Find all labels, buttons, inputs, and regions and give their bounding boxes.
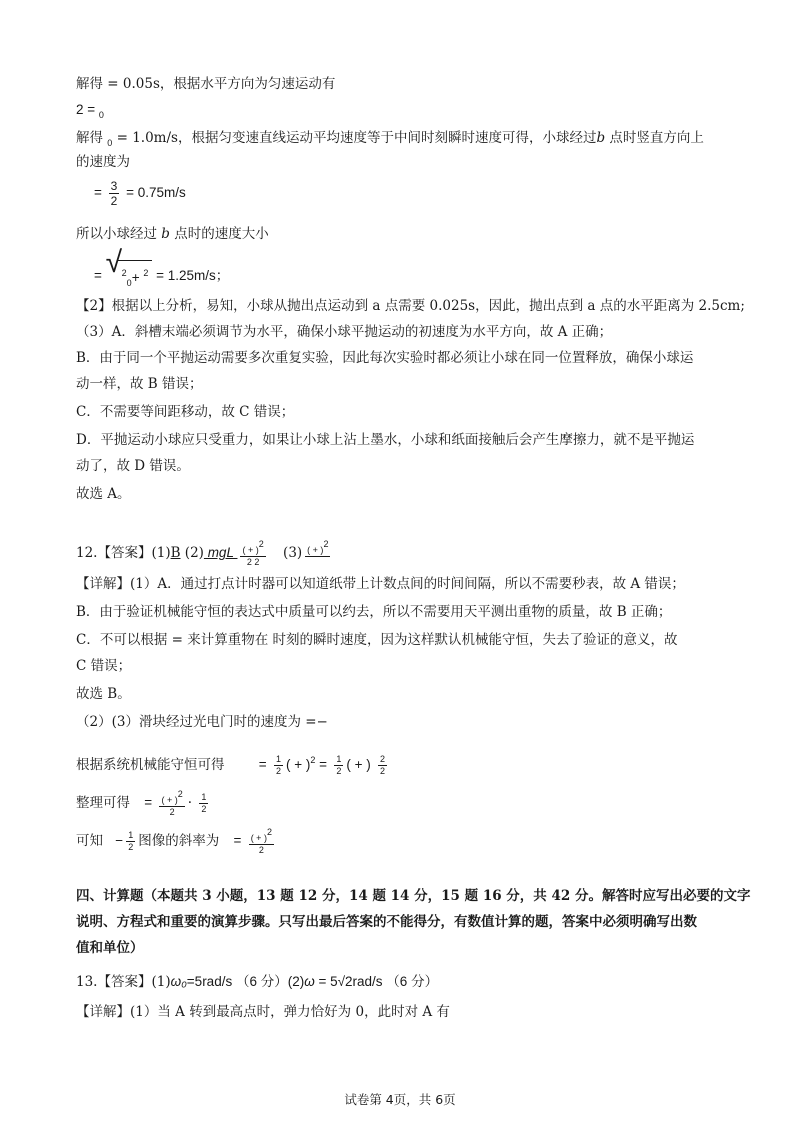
formula-vy: = $\frac{3}{2}$ = 0.75m/s [94, 179, 186, 208]
answer-12: 12.【答案】(1)B (2) mgL $\frac{( + )2}{2 2}$ (3) ( + )2 [76, 539, 329, 567]
fraction: $\frac{1}{2}$ [201, 792, 207, 814]
answer-13: 13.【答案】(1)ω₀=5rad/s （6 分）(2)ω = 5√2rad/s （6 分） [76, 974, 439, 990]
line-solve-t: 解得 = 0.05s，根据水平方向为匀速运动有 [76, 76, 336, 92]
line-velocity-label: 的速度为 [76, 154, 130, 170]
fraction: $\frac{1}{2}$ [336, 754, 342, 776]
fraction: $\frac{1}{2}$ [275, 754, 281, 776]
line-option-a: （3）A．斜槽末端必须调节为水平，确保小球平抛运动的初速度为水平方向，故 A 正确； [76, 324, 613, 340]
fraction: $\frac{1}{2}$ [128, 830, 134, 852]
fraction: $\frac{( + )2}{2}$ [250, 827, 272, 855]
formula-vb: = √ $^2_0$+ $^2$ = 1.25m/s； [94, 260, 229, 293]
line-option-b-cont: 动一样，故 B 错误； [76, 376, 203, 392]
section-heading-end: 值和单位） [76, 940, 144, 956]
fraction: $\frac{2}{2}$ [380, 754, 386, 776]
line-12-b: B．由于验证机械能守恒的表达式中质量可以约去，所以不需要用天平测出重物的质量，故 B 正确； [76, 604, 672, 620]
line-part2: 【2】根据以上分析，易知，小球从抛出点运动到 a 点需要 0.025s，因此，抛出点到 a 点的水平距离为 2.5cm; [76, 298, 745, 314]
line-energy-conservation: 根据系统机械能守恒可得 = $\frac{1}{2}$ ( + )$^2$ = $\frac{1}{2}$ ( + ) $\frac{2}{2}$ [76, 754, 386, 776]
line-equation-x: 2 = $_0$ [76, 102, 104, 120]
fraction: $\frac{3}{2}$ [110, 179, 118, 208]
line-solve-v0: 解得 $_0$ = 1.0m/s，根据匀变速直线运动平均速度等于中间时刻瞬时速度可得，小球经过b 点时竖直方向上 [76, 130, 704, 148]
line-slope: 可知 − $\frac{1}{2}$ 图像的斜率为 = $\frac{( + )2}{2}$ [76, 827, 272, 855]
line-option-c: C．不需要等间距移动，故 C 错误； [76, 404, 295, 420]
section-heading-cont: 说明、方程式和重要的演算步骤。只写出最后答案的不能得分，有数值计算的题，答案中必须明确写出数 [76, 914, 697, 930]
line-choose-b: 故选 B。 [76, 686, 131, 702]
fraction: ( + )2 [307, 539, 329, 555]
line-detail-12: 【详解】(1）A．通过打点计时器可以知道纸带上计数点间的时间间隔，所以不需要秒表，故 A 错误； [76, 576, 685, 592]
page-footer: 试卷第 4页，共 6页 [344, 1092, 456, 1107]
line-so-velocity: 所以小球经过 b 点时的速度大小 [76, 226, 269, 242]
line-option-d-cont: 动了，故 D 错误。 [76, 458, 190, 474]
fraction: $\frac{( + )2}{2 2}$ [242, 539, 264, 567]
sqrt-symbol: √ $^2_0$+ $^2$ [106, 260, 153, 293]
line-12-c: C．不可以根据 = 来计算重物在 时刻的瞬时速度，因为这样默认机械能守恒，失去了验证的意义，故 [76, 632, 678, 648]
line-slider-speed: （2）(3）滑块经过光电门时的速度为 =− [76, 714, 328, 730]
section-heading: 四、计算题（本题共 3 小题，13 题 12 分，14 题 14 分，15 题 16 分，共 42 分。解答时应写出必要的文字 [76, 888, 751, 904]
line-option-d: D．平抛运动小球应只受重力，如果让小球上沾上墨水，小球和纸面接触后会产生摩擦力，就不是平抛运 [76, 432, 695, 448]
line-12-c-cont: C 错误； [76, 658, 132, 674]
fraction: $\frac{( + )2}{2}$ [161, 789, 183, 817]
line-option-b: B．由于同一个平抛运动需要多次重复实验，因此每次实验时都必须让小球在同一位置释放，确保小球运 [76, 350, 694, 366]
line-choose-a: 故选 A。 [76, 486, 131, 502]
line-rearrange: 整理可得 = $\frac{( + )2}{2}$ · $\frac{1}{2}$ [76, 789, 207, 817]
line-detail-13: 【详解】(1）当 A 转到最高点时，弹力恰好为 0，此时对 A 有 [76, 1004, 450, 1020]
